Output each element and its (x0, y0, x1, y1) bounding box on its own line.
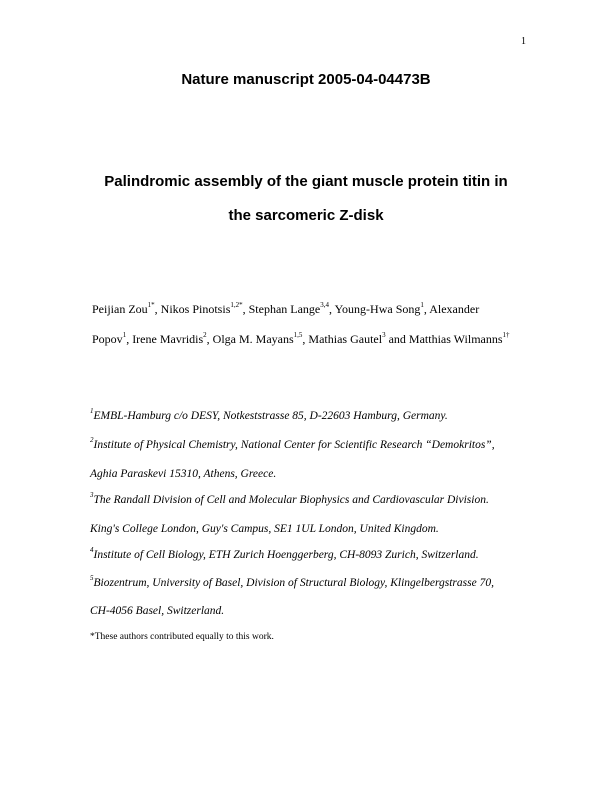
author-affiliation-mark: 3 (382, 331, 386, 339)
author-affiliation-mark: 3,4 (320, 301, 330, 309)
author-name: Irene Mavridis (132, 332, 204, 346)
paper-title-line-2: the sarcomeric Z-disk (228, 207, 384, 224)
author-affiliation-mark: 1,2* (230, 301, 243, 309)
author-list-line-2: Popov$^1$, Irene Mavridis$^2$, Olga M. Mayans$^{1,5}$, Mathias Gautel$^3$ and Matthias Wilmanns$^{1\dagger}$ (92, 331, 510, 346)
affiliation-2: $^2$Institute of Physical Chemistry, National Center for Scientific Research “Demokritos”, (90, 436, 495, 451)
author-affiliation-mark: 1 (122, 331, 127, 339)
author-affiliation-mark: 1 (420, 301, 424, 309)
page-number: 1 (521, 36, 526, 47)
paper-title-line-1: Palindromic assembly of the giant muscle protein titin in (104, 173, 508, 190)
affiliation-3: $^3$The Randall Division of Cell and Molecular Biophysics and Cardiovascular Division. (90, 491, 489, 506)
affiliation-5-continued: CH-4056 Basel, Switzerland. (90, 605, 225, 617)
author-affiliation-mark: 1* (147, 301, 155, 309)
affiliation-3-continued: King's College London, Guy's Campus, SE1 1UL London, United Kingdom. (90, 523, 439, 535)
affiliation-2-continued: Aghia Paraskevi 15310, Athens, Greece. (90, 468, 277, 480)
author-name: Mathias Gautel (308, 332, 383, 346)
manuscript-id: Nature manuscript 2005-04-04473B (181, 71, 431, 88)
author-name: Young-Hwa Song (334, 302, 421, 316)
equal-contribution-footnote: *These authors contributed equally to this work. (90, 632, 274, 642)
author-affiliation-mark: 2 (203, 331, 207, 339)
author-name: Stephan Lange (248, 302, 321, 316)
author-name: Nikos Pinotsis (160, 302, 231, 316)
author-name: Peijian Zou (92, 302, 148, 316)
affiliation-4: $^4$Institute of Cell Biology, ETH Zurich Hoenggerberg, CH-8093 Zurich, Switzerland. (90, 546, 479, 561)
author-name: Olga M. Mayans (212, 332, 294, 346)
affiliation-5: $^5$Biozentrum, University of Basel, Division of Structural Biology, Klingelbergstrasse 70, (90, 574, 494, 589)
author-affiliation-mark: 1† (502, 331, 510, 339)
author-affiliation-mark: 1,5 (293, 331, 303, 339)
author-name-continued: Popov (92, 332, 123, 346)
author-list-line-1: Peijian Zou$^{1*}$, Nikos Pinotsis$^{1,2*}$, Stephan Lange$^{3,4}$, Young-Hwa Song$^1$, Alexander (92, 301, 480, 316)
author-name: Matthias Wilmanns (408, 332, 503, 346)
affiliation-1: $^1$EMBL-Hamburg c/o DESY, Notkeststrasse 85, D-22603 Hamburg, Germany. (90, 407, 448, 422)
